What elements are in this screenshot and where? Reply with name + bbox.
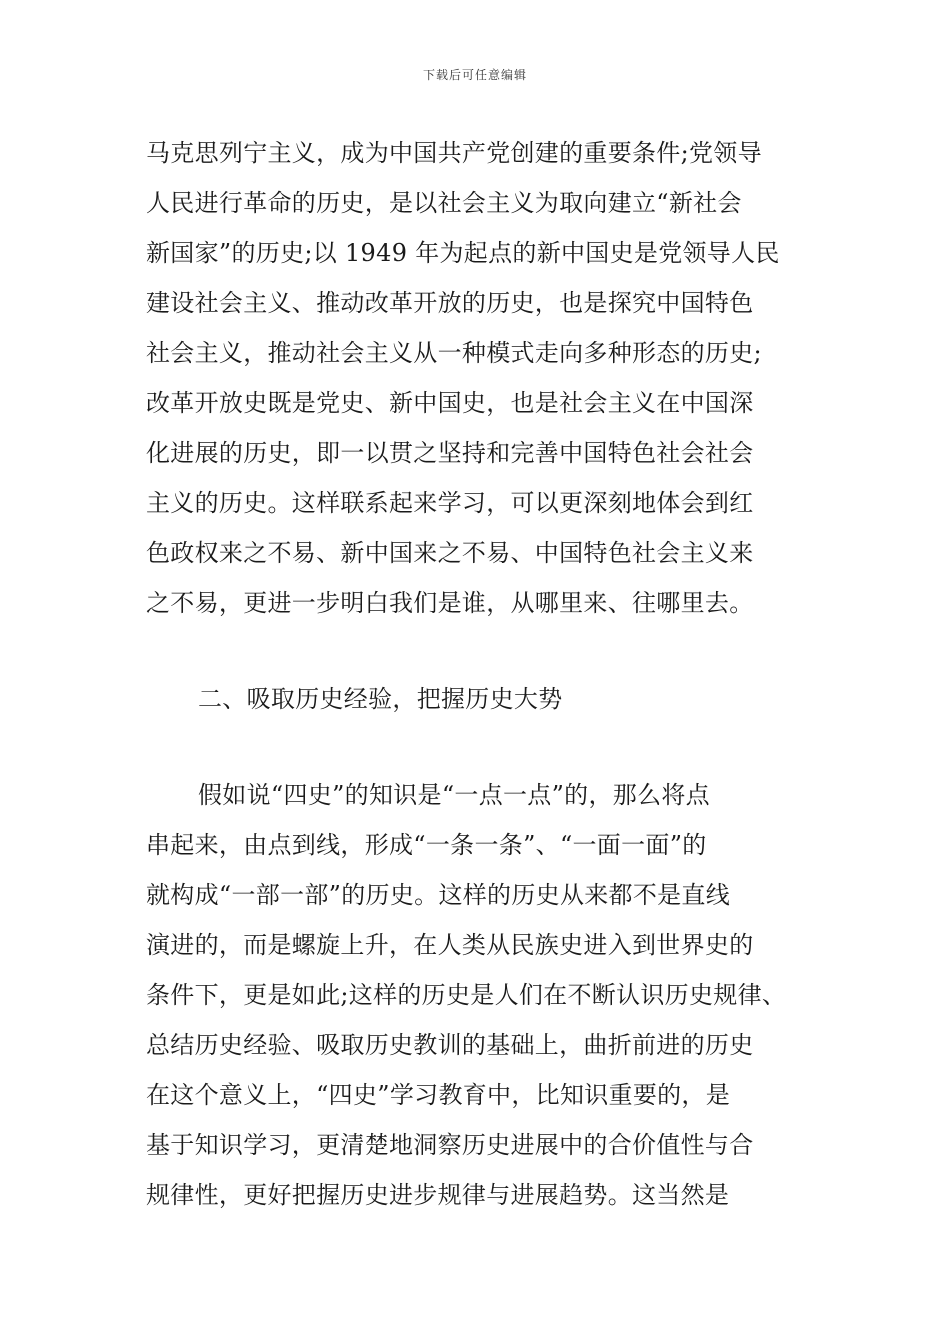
text-line: 马克思列宁主义，成为中国共产党创建的重要条件;党领导 [146,139,762,167]
text-line: 演进的，而是螺旋上升，在人类从民族史进入到世界史的 [146,931,754,959]
text-line: 改革开放史既是党史、新中国史，也是社会主义在中国深 [146,389,754,417]
text-line: 人民进行革命的历史，是以社会主义为取向建立“新社会 [146,189,742,217]
text-line: 规律性，更好把握历史进步规律与进展趋势。这当然是 [146,1181,730,1209]
text-line: 新国家”的历史;以 1949 年为起点的新中国史是党领导人民 [146,239,780,267]
text-line: 主义的历史。这样联系起来学习，可以更深刻地体会到红 [146,489,754,517]
text-line: 建设社会主义、推动改革开放的历史，也是探究中国特色 [146,289,754,317]
text-line: 基于知识学习，更清楚地洞察历史进展中的合价值性与合 [146,1131,754,1159]
text-line: 串起来，由点到线，形成“一条一条”、“一面一面”的 [146,831,707,859]
text-line: 社会主义，推动社会主义从一种模式走向多种形态的历史; [146,339,762,367]
text-line: 化进展的历史，即一以贯之坚持和完善中国特色社会社会 [146,439,754,467]
section-heading: 二、吸取历史经验，把握历史大势 [198,685,563,713]
text-line: 之不易，更进一步明白我们是谁，从哪里来、往哪里去。 [146,589,754,617]
page-header-note: 下载后可任意编辑 [422,68,527,82]
text-line: 条件下，更是如此;这样的历史是人们在不断认识历史规律、 [146,981,787,1009]
text-line: 色政权来之不易、新中国来之不易、中国特色社会主义来 [146,539,754,567]
paragraph-2 [146,770,786,1220]
text-line: 就构成“一部一部”的历史。这样的历史从来都不是直线 [146,881,731,909]
text-line: 总结历史经验、吸取历史教训的基础上，曲折前进的历史 [146,1031,754,1059]
text-line: 假如说“四史”的知识是“一点一点”的，那么将点 [198,781,710,809]
text-line: 在这个意义上，“四史”学习教育中，比知识重要的，是 [146,1081,731,1109]
paragraph-1 [146,128,780,628]
